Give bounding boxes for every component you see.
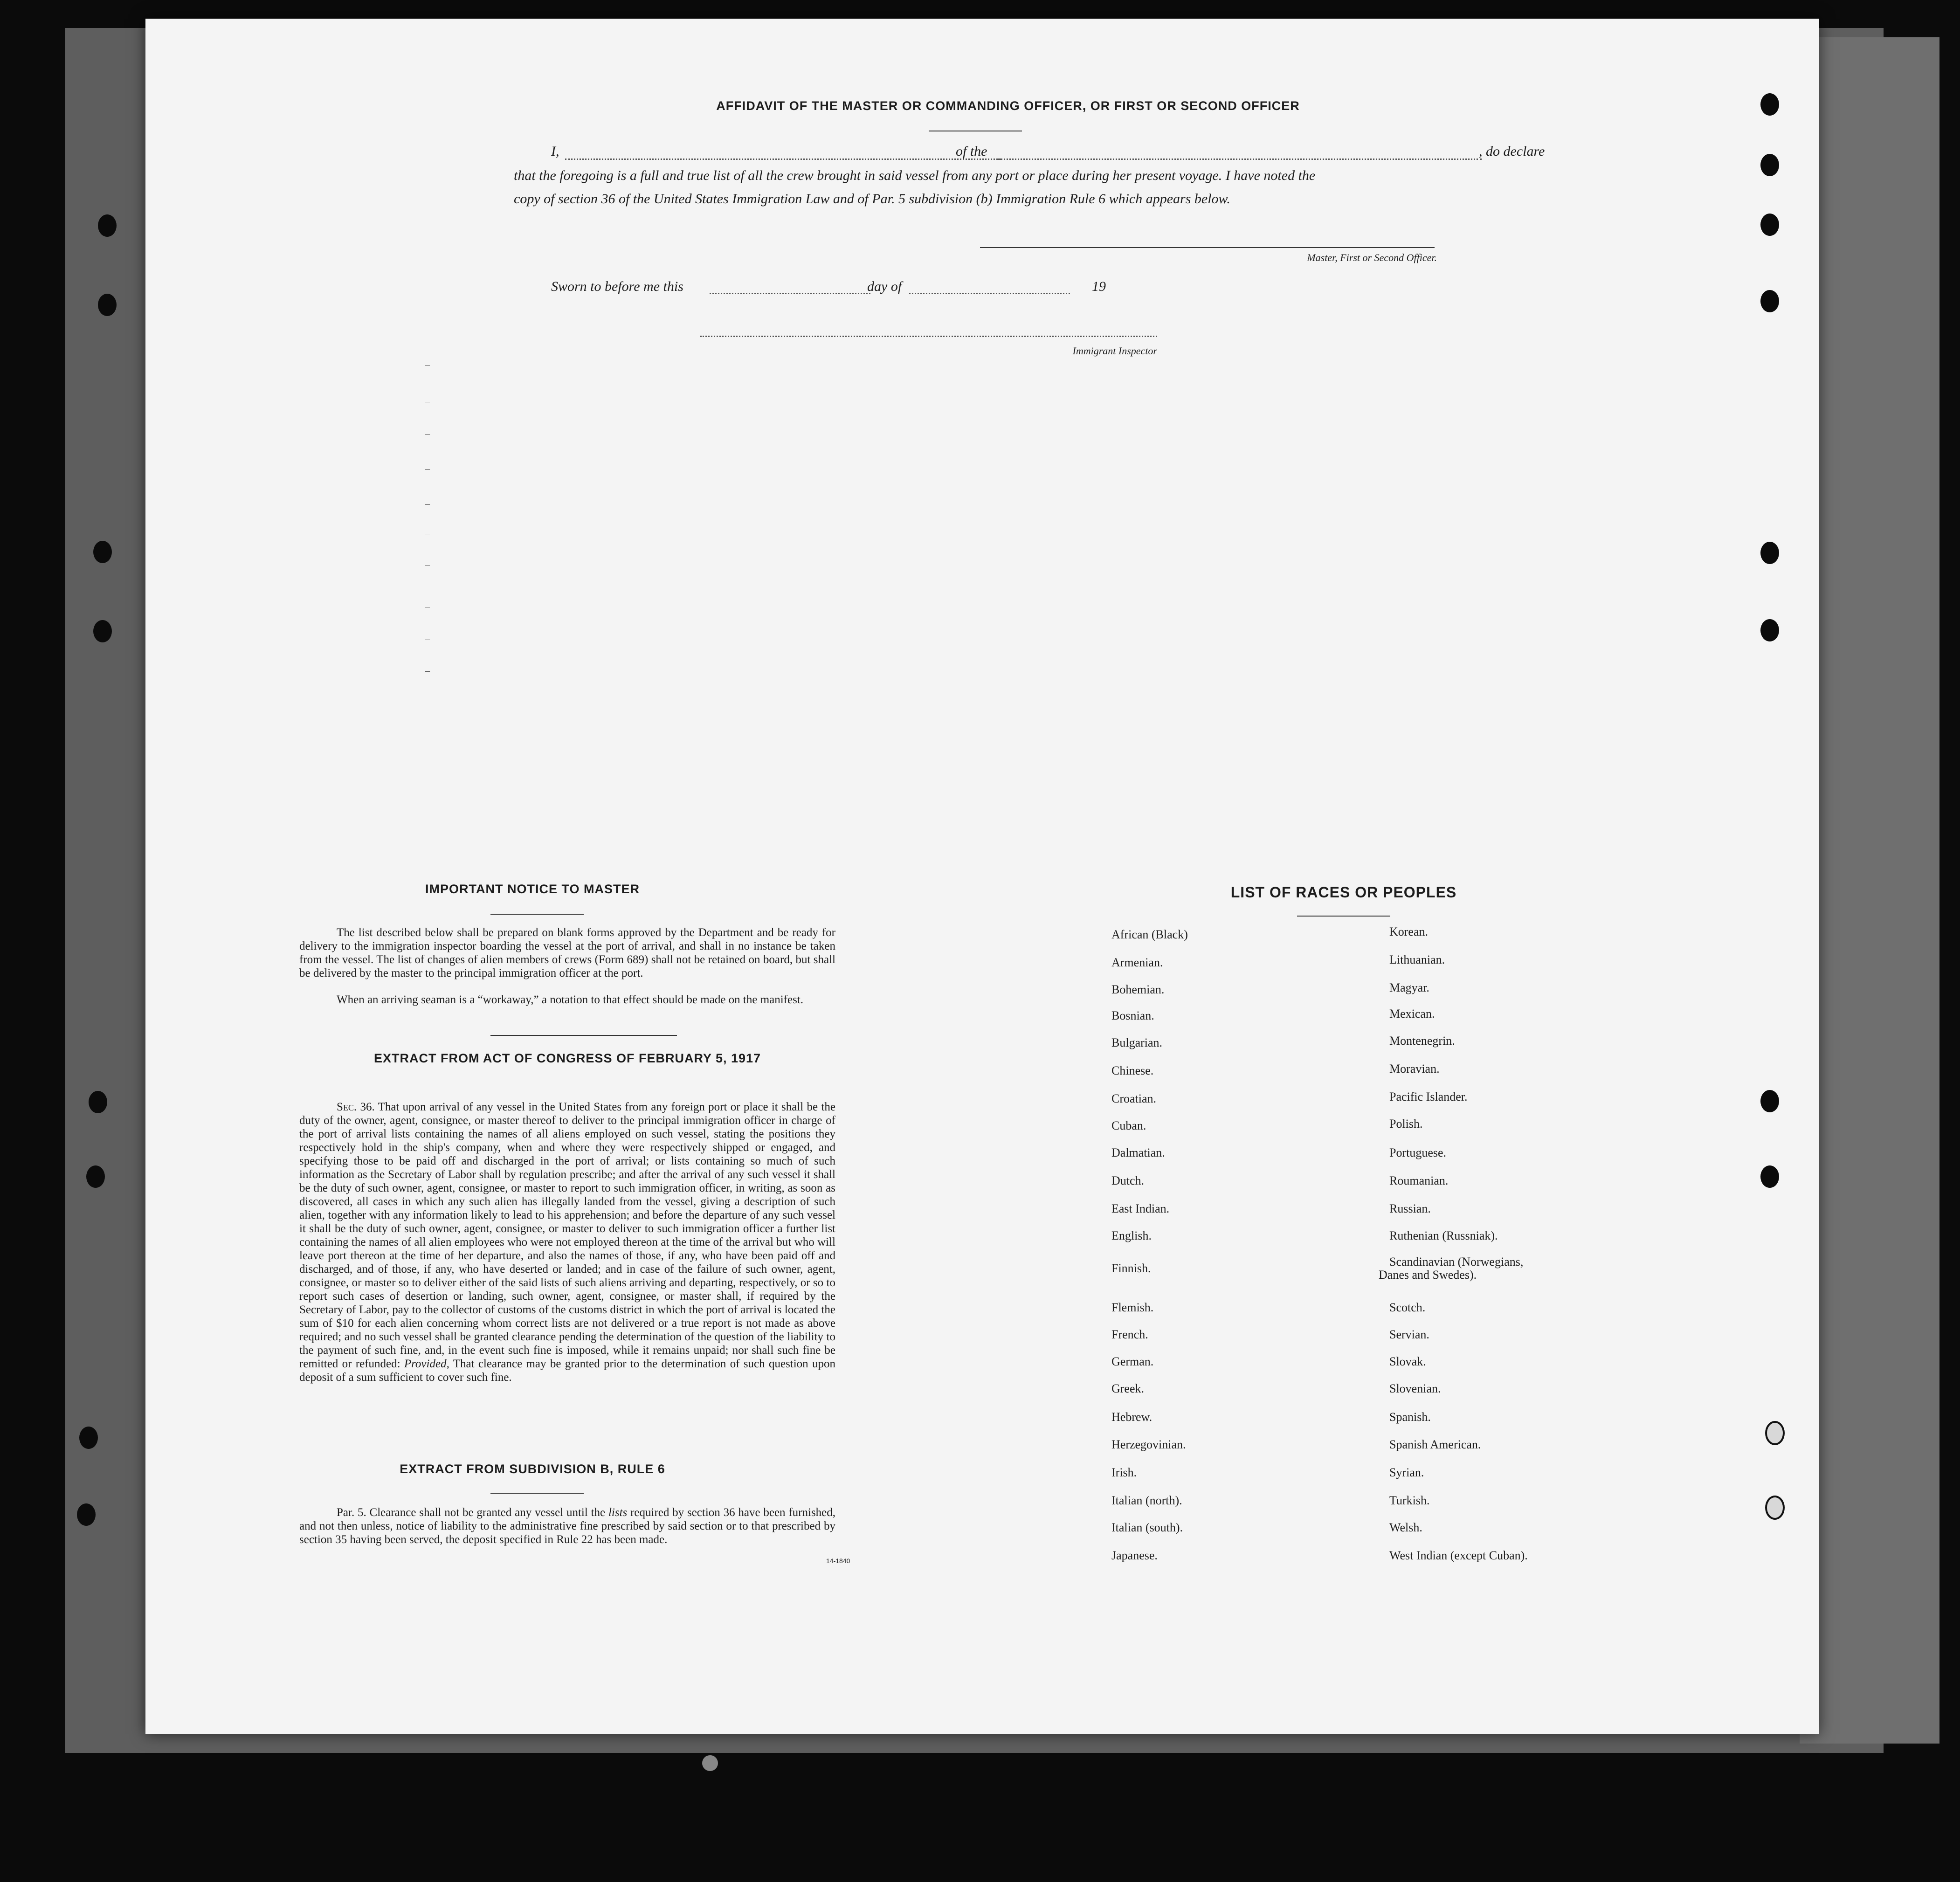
race-item: Slovak. bbox=[1389, 1355, 1426, 1368]
sworn-day-field[interactable] bbox=[710, 293, 870, 294]
faint-mark: – bbox=[425, 464, 430, 474]
binder-hole bbox=[1760, 154, 1779, 176]
race-item: Scandinavian (Norwegians, bbox=[1389, 1255, 1524, 1268]
binder-hole bbox=[1760, 290, 1779, 312]
race-item: West Indian (except Cuban). bbox=[1389, 1549, 1528, 1562]
binder-hole bbox=[1760, 1090, 1779, 1112]
master-signature-line[interactable] bbox=[980, 247, 1435, 248]
race-item: Bohemian. bbox=[1111, 983, 1165, 996]
vessel-name-field[interactable] bbox=[998, 159, 1482, 160]
extract-act-text bbox=[299, 1100, 835, 1384]
race-item: Scotch. bbox=[1389, 1301, 1426, 1314]
binder-hole bbox=[1760, 1165, 1779, 1188]
race-item: Italian (north). bbox=[1111, 1494, 1182, 1507]
day-of-label: day of bbox=[867, 279, 902, 294]
race-item: Italian (south). bbox=[1111, 1521, 1183, 1534]
race-item: Bosnian. bbox=[1111, 1009, 1154, 1022]
race-item: Cuban. bbox=[1111, 1119, 1146, 1132]
master-name-field[interactable] bbox=[565, 159, 1001, 160]
race-item: French. bbox=[1111, 1328, 1148, 1341]
race-item: Montenegrin. bbox=[1389, 1034, 1455, 1048]
race-item: Flemish. bbox=[1111, 1301, 1154, 1314]
race-item: East Indian. bbox=[1111, 1202, 1170, 1215]
inspector-signature-line[interactable] bbox=[700, 336, 1157, 337]
race-item: Slovenian. bbox=[1389, 1382, 1441, 1395]
race-item: Ruthenian (Russniak). bbox=[1389, 1229, 1498, 1242]
faint-mark: – bbox=[425, 429, 430, 439]
binder-hole bbox=[98, 294, 117, 316]
binder-hole bbox=[1760, 542, 1779, 564]
race-item: Dalmatian. bbox=[1111, 1146, 1165, 1159]
race-item-continuation: Danes and Swedes). bbox=[1379, 1268, 1477, 1282]
faint-mark: – bbox=[425, 601, 430, 612]
races-title-rule bbox=[1297, 916, 1390, 917]
faint-mark: – bbox=[425, 499, 430, 509]
race-item: English. bbox=[1111, 1229, 1152, 1242]
sworn-label: Sworn to before me this bbox=[551, 279, 683, 294]
race-item: Irish. bbox=[1111, 1466, 1137, 1479]
race-item: German. bbox=[1111, 1355, 1154, 1368]
affidavit-line-2: that the foregoing is a full and true list of all the crew brought in said vessel from any port or place during her present voyage. I have noted the bbox=[514, 168, 1316, 183]
document-page bbox=[145, 19, 1819, 1734]
binder-hole bbox=[77, 1503, 96, 1526]
race-item: Polish. bbox=[1389, 1117, 1423, 1131]
faint-mark: – bbox=[425, 396, 430, 407]
rule-body-end: required by section 36 have been furnished, and not then unless, notice of liability to the administrative fine prescribed by said section or to that prescribed by section 35 having been served, the deposit specified in Rule 22 has been made. bbox=[299, 1506, 836, 1546]
race-item: Croatian. bbox=[1111, 1092, 1157, 1105]
race-item: Magyar. bbox=[1389, 981, 1429, 994]
faint-mark: – bbox=[425, 666, 430, 676]
binder-hole bbox=[1765, 1421, 1785, 1445]
backing-sheet-right bbox=[1800, 37, 1939, 1744]
faint-mark: – bbox=[425, 634, 430, 644]
lists-word: lists bbox=[608, 1506, 628, 1519]
master-signature-label: Master, First or Second Officer. bbox=[1307, 252, 1437, 263]
race-item: Chinese. bbox=[1111, 1064, 1154, 1077]
extract-rule-text bbox=[299, 1506, 835, 1546]
race-item: Lithuanian. bbox=[1389, 953, 1445, 966]
binder-hole bbox=[1760, 619, 1779, 641]
race-item: Japanese. bbox=[1111, 1549, 1158, 1562]
faint-mark: – bbox=[425, 559, 430, 570]
race-item: Herzegovinian. bbox=[1111, 1438, 1186, 1451]
affidavit-declare-label: , do declare bbox=[1479, 144, 1545, 159]
section-body-end: That clearance may be granted prior to the determination of such question upon deposit of a sum sufficient to cover such fine. bbox=[299, 1358, 835, 1384]
race-item: Spanish. bbox=[1389, 1410, 1431, 1424]
binder-hole bbox=[1765, 1496, 1785, 1520]
race-item: Korean. bbox=[1389, 925, 1429, 938]
race-item: Servian. bbox=[1389, 1328, 1429, 1341]
race-item: Pacific Islander. bbox=[1389, 1090, 1468, 1103]
race-item: Hebrew. bbox=[1111, 1410, 1153, 1424]
notice-paragraph-2: When an arriving seaman is a “workaway,” a notation to that effect should be made on the manifest. bbox=[337, 993, 804, 1006]
race-item: Roumanian. bbox=[1389, 1174, 1449, 1187]
faint-mark: – bbox=[425, 360, 430, 370]
affidavit-title: AFFIDAVIT OF THE MASTER OR COMMANDING OFFICER, OR FIRST OR SECOND OFFICER bbox=[716, 99, 1300, 113]
race-item: Finnish. bbox=[1111, 1262, 1151, 1275]
form-number: 14-1840 bbox=[826, 1557, 850, 1565]
binder-hole bbox=[93, 620, 112, 642]
notice-divider bbox=[490, 1035, 677, 1036]
notice-title-rule bbox=[490, 914, 584, 915]
faint-mark: – bbox=[425, 529, 430, 539]
binder-hole bbox=[1760, 214, 1779, 236]
notice-paragraph-1: The list described below shall be prepared on blank forms approved by the Department and be ready for delivery to the immigration inspector boarding the vessel at the port of arrival, and shall in no instance be taken from the vessel. The list of changes of alien members of crews (Form 689) shall not be retained on board, but shall be delivered by the master to the principal immigration officer at the port. bbox=[299, 926, 835, 979]
extract-rule-title-rule bbox=[490, 1493, 584, 1494]
race-item: Portuguese. bbox=[1389, 1146, 1447, 1159]
races-title: LIST OF RACES OR PEOPLES bbox=[1230, 884, 1457, 901]
race-item: African (Black) bbox=[1111, 928, 1188, 941]
inspector-signature-label: Immigrant Inspector bbox=[1072, 345, 1157, 357]
race-item: Dutch. bbox=[1111, 1174, 1145, 1187]
sworn-month-field[interactable] bbox=[909, 293, 1070, 294]
year-prefix: 19 bbox=[1092, 279, 1106, 294]
notice-title: IMPORTANT NOTICE TO MASTER bbox=[425, 882, 640, 896]
race-item: Mexican. bbox=[1389, 1007, 1435, 1020]
affidavit-line-3: copy of section 36 of the United States Immigration Law and of Par. 5 subdivision (b) Immigration Rule 6 which appears below. bbox=[514, 191, 1230, 207]
race-item: Syrian. bbox=[1389, 1466, 1424, 1479]
race-item: Russian. bbox=[1389, 1202, 1431, 1215]
extract-act-title: EXTRACT FROM ACT OF CONGRESS OF FEBRUARY 5, 1917 bbox=[373, 1051, 761, 1065]
binder-hole bbox=[86, 1165, 105, 1188]
binder-hole bbox=[98, 214, 117, 237]
race-item: Turkish. bbox=[1389, 1494, 1430, 1507]
rule-body-start: Par. 5. Clearance shall not be granted any vessel until the bbox=[337, 1506, 606, 1519]
race-item: Greek. bbox=[1111, 1382, 1145, 1395]
extract-rule-title: EXTRACT FROM SUBDIVISION B, RULE 6 bbox=[400, 1462, 665, 1476]
race-item: Armenian. bbox=[1111, 956, 1163, 969]
race-item: Welsh. bbox=[1389, 1521, 1422, 1534]
race-item: Spanish American. bbox=[1389, 1438, 1481, 1451]
section-label: Sec. 36. bbox=[337, 1101, 375, 1113]
race-item: Bulgarian. bbox=[1111, 1036, 1163, 1049]
binder-hole bbox=[93, 541, 112, 563]
binder-hole bbox=[702, 1755, 718, 1771]
affidavit-i-label: I, bbox=[551, 144, 559, 159]
affidavit-of-the-label: of the bbox=[956, 144, 987, 159]
race-item: Moravian. bbox=[1389, 1062, 1440, 1075]
section-body: That upon arrival of any vessel in the United States from any foreign port or place it shall be the duty of the owner, agent, consignee, or master thereof to deliver to the principal immigration officer in charge of the port of arrival lists containing the names of all aliens employed on such vessel, stating the positions they respectively hold in the ship's company, when and where they were respectively shipped or engaged, and specifying those to be paid off and discharged in the port of arrival; or lists containing so much of such information as the Secretary of Labor shall by regulation prescribe; and after the arrival of any such vessel it shall be the duty of such owner, agent, consignee, or master to report to such immigration officer, in writing, as soon as discovered, all cases in which any such alien has illegally landed from the vessel, giving a description of such alien, together with any information likely to lead to his apprehension; and before the departure of any such vessel it shall be the duty of such owner, agent, consignee, or master to deliver to such immigration officer a further list containing the names of all alien employees who were not employed thereon at the time of the arrival but who will leave port thereon at the time of her departure, and also the names of those, if any, who have been paid off and discharged, and of those, if any, who have deserted or landed; and in case of the failure of such owner, agent, consignee, or master so to deliver either of the said lists of such aliens arriving and departing, respectively, or so to report such cases of desertion or landing, such owner, agent, consignee, or master shall, if required by the Secretary of Labor, pay to the collector of customs of the customs district in which the port of arrival is located the sum of $10 for each alien concerning whom correct lists are not delivered or a true report is not made as above required; and no such vessel shall be granted clearance pending the determination of the question of the liability to the payment of such fine, and, in the event such fine is imposed, while it remains unpaid; nor shall such fine be remitted or refunded: bbox=[299, 1101, 835, 1370]
binder-hole bbox=[1760, 93, 1779, 116]
provided-word: Provided, bbox=[404, 1358, 449, 1370]
binder-hole bbox=[79, 1427, 98, 1449]
binder-hole bbox=[89, 1091, 107, 1113]
